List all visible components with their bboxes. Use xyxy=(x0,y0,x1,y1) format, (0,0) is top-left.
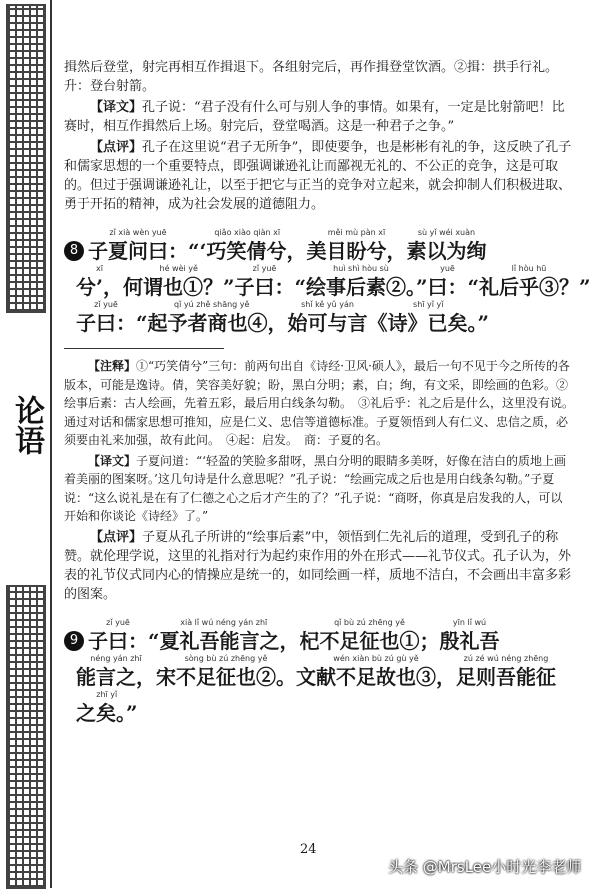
pinyin: hé wèi yě xyxy=(159,264,198,273)
pinyin: zǐ xià wèn yuē xyxy=(109,228,167,237)
verse-segment xyxy=(306,228,406,264)
hanzi: “‘巧笑倩兮， xyxy=(188,239,307,263)
verse-number: 8 xyxy=(64,241,84,261)
verse-8 xyxy=(64,228,591,336)
pinyin: qiǎo xiào qiàn xī xyxy=(214,228,281,237)
pinyin: zǐ yuē xyxy=(252,264,277,273)
pinyin: zú zé wú néng zhēng xyxy=(463,653,549,663)
hanzi: 素以为绚 xyxy=(406,239,487,263)
pinyin: néng yán zhī xyxy=(90,653,142,663)
hanzi: “绘事后素②。” xyxy=(294,275,428,299)
verse-line xyxy=(64,264,591,300)
verse-segment xyxy=(76,690,138,726)
pinyin: shǐ kě yǔ yán xyxy=(301,300,354,309)
hanzi: 能言之， xyxy=(76,664,156,689)
fret-pattern-top xyxy=(6,4,46,313)
verse-8-annotations xyxy=(64,357,574,526)
verse-line xyxy=(64,654,574,690)
hanzi: “夏礼吾能言之， xyxy=(148,628,300,653)
verse-segment xyxy=(406,228,486,264)
pinyin: zǐ yuē xyxy=(94,300,118,309)
verse-segment xyxy=(123,264,235,300)
pinyin: huì shì hòu sù xyxy=(333,264,389,273)
verse-line xyxy=(64,618,574,654)
note-tail: 揖然后登堂，射完再相互作揖退下。各组射完后，再作揖登堂饮酒。②揖：拱手行礼。 升：登台射箭。 xyxy=(64,60,565,94)
verse-segment xyxy=(288,300,368,336)
pinyin: zhī yǐ xyxy=(96,689,118,699)
hanzi: 杞不足征也①； xyxy=(299,628,440,653)
comment-label: 【点评】 xyxy=(90,529,143,545)
pinyin: sòng bù zú zhēng yě xyxy=(184,653,268,663)
verse-line xyxy=(64,690,574,726)
verse-segment xyxy=(456,654,556,690)
verse-9 xyxy=(64,618,574,726)
verse-segment xyxy=(88,618,148,654)
comment-label: 【点评】 xyxy=(90,140,143,155)
comment-paragraph xyxy=(64,528,574,604)
decorative-border xyxy=(0,0,52,888)
watermark: 头条 @MrsLee小时光李老师 xyxy=(388,858,582,876)
comment-text: 子夏从孔子所讲的“绘事后素”中，领悟到仁先礼后的道理，受到孔子的称赞。就伦理学说，这里的礼指对行为起约束作用的外在形式——礼节仪式。孔子认为，外表的礼节仪式同内心的情操应是统一的，如同绘画一样，质地不洁白，不会画出丰富多彩的图案。 xyxy=(64,529,572,602)
translation-paragraph xyxy=(64,452,574,526)
pinyin: xī xyxy=(96,264,103,273)
notes-label: 【注释】 xyxy=(88,359,137,373)
hanzi: 何谓也①？” xyxy=(122,275,235,299)
verse-segment xyxy=(76,300,136,336)
verse-line xyxy=(64,300,574,336)
pinyin: zǐ yuē xyxy=(106,617,130,627)
pinyin: xià lǐ wú néng yán zhī xyxy=(180,617,268,627)
verse-segment xyxy=(296,654,456,690)
comment-paragraph-prev xyxy=(64,138,574,214)
hanzi: 兮’， xyxy=(76,275,123,299)
verse-segment xyxy=(440,618,500,654)
translation-label: 【译文】 xyxy=(90,100,143,115)
verse-line xyxy=(64,228,574,264)
hanzi: 文献不足故也③， xyxy=(296,664,456,689)
pinyin: lǐ hòu hū xyxy=(511,264,547,273)
verse-segment xyxy=(188,228,306,264)
pinyin: qǐ yú zhě shāng yě xyxy=(174,300,250,309)
hanzi: 殷礼吾 xyxy=(439,628,500,653)
translation-label: 【译文】 xyxy=(88,453,137,468)
translation-paragraph-prev xyxy=(64,98,574,136)
notes-paragraph xyxy=(64,357,574,450)
hanzi: 子夏问曰： xyxy=(88,239,188,263)
translation-text: 子夏问道：“‘轻盈的笑脸多甜呀，黑白分明的眼睛多美呀，好像在洁白的质地上画着美丽的图案呀。’这几句诗是什么意思呢？”孔子说：“绘画完成之后也是用白线条勾勒。”子夏说：“这么说礼是在有了仁德之心之后才产生的了？”孔子说：“商呀，你真是启发我的人，可以开始和你谈论《诗经》了。” xyxy=(64,453,566,523)
hanzi: 子曰： xyxy=(88,628,148,653)
pinyin: shī yǐ yǐ xyxy=(413,300,444,309)
hanzi: “起予者商也④， xyxy=(136,311,288,335)
divider xyxy=(64,348,224,349)
verse-segment xyxy=(428,264,468,300)
notes-text: ①“巧笑倩兮”三句：前两句出自《诗经·卫风·硕人》，最后一句不见于今之所传的各版本，可能是逸诗。倩，笑容美好貌；盼，黑白分明；素，白；绚，有文采，即绘画的色彩。②绘事后素：古人绘画，先着五彩，最后用白线条勾勒。 ③礼后乎：礼之后是什么，这里没有说。通过对话和儒家思想可推知，应是仁义、忠信等道德标准。子夏领悟到人有仁义、忠信之质，必须要由礼来加强，故有此问。 ④起：启发。 商：子夏的名。 xyxy=(64,359,575,447)
pinyin: qǐ bù zú zhēng yě xyxy=(334,617,405,627)
page-number: 24 xyxy=(300,842,317,857)
hanzi: 宋不足征也②。 xyxy=(156,664,296,689)
verse-segment xyxy=(368,300,490,336)
hanzi: 始可与言 xyxy=(287,311,368,335)
pinyin: wén xiàn bù zú gù yě xyxy=(333,653,419,663)
hanzi: 之矣。” xyxy=(76,700,138,725)
verse-segment xyxy=(136,300,288,336)
translation-text: 孔子说：“君子没有什么可与别人争的事情。如果有，一定是比射箭吧！比赛时，相互作揖然后上场。射完后，登堂喝酒。这是一种君子之争。” xyxy=(64,100,565,134)
book-title: 论语 xyxy=(9,395,44,455)
verse-segment xyxy=(76,654,156,690)
verse-segment xyxy=(88,228,188,264)
verse-segment xyxy=(294,264,427,300)
verse-segment xyxy=(76,264,123,300)
hanzi: “礼后乎③？” xyxy=(467,275,591,299)
pinyin: sù yǐ wéi xuàn xyxy=(417,228,476,237)
pinyin: yīn lǐ wú xyxy=(452,617,487,627)
verse-segment xyxy=(468,264,591,300)
fret-pattern-bottom xyxy=(6,585,46,889)
hanzi: 子曰： xyxy=(234,275,295,299)
verse-segment xyxy=(300,618,440,654)
pinyin: yuē xyxy=(440,264,455,273)
pinyin: měi mù pàn xī xyxy=(327,228,386,237)
hanzi: 美目盼兮， xyxy=(306,239,407,263)
hanzi: 足则吾能征 xyxy=(456,664,556,689)
verse-segment xyxy=(156,654,296,690)
verse-number: 9 xyxy=(64,631,84,651)
hanzi: 《诗》已矣。” xyxy=(367,311,490,335)
hanzi: 子曰： xyxy=(76,311,136,335)
hanzi: 曰： xyxy=(427,275,468,299)
page-body xyxy=(64,58,591,732)
verse-segment xyxy=(148,618,300,654)
book-title-vertical xyxy=(4,395,46,468)
verse-segment xyxy=(234,264,294,300)
comment-text: 孔子在这里说“君子无所争”，即使要争，也是彬彬有礼的争，这反映了孔子和儒家思想的一个重要特点，即强调谦逊礼让而鄙视无礼的、不公正的竞争，这是可取的。但过于强调谦逊礼让，以至于把它与正当的竞争对立起来，就会抑制人们积极进取、勇于开拓的精神，成为社会发展的道德阻力。 xyxy=(64,140,572,212)
